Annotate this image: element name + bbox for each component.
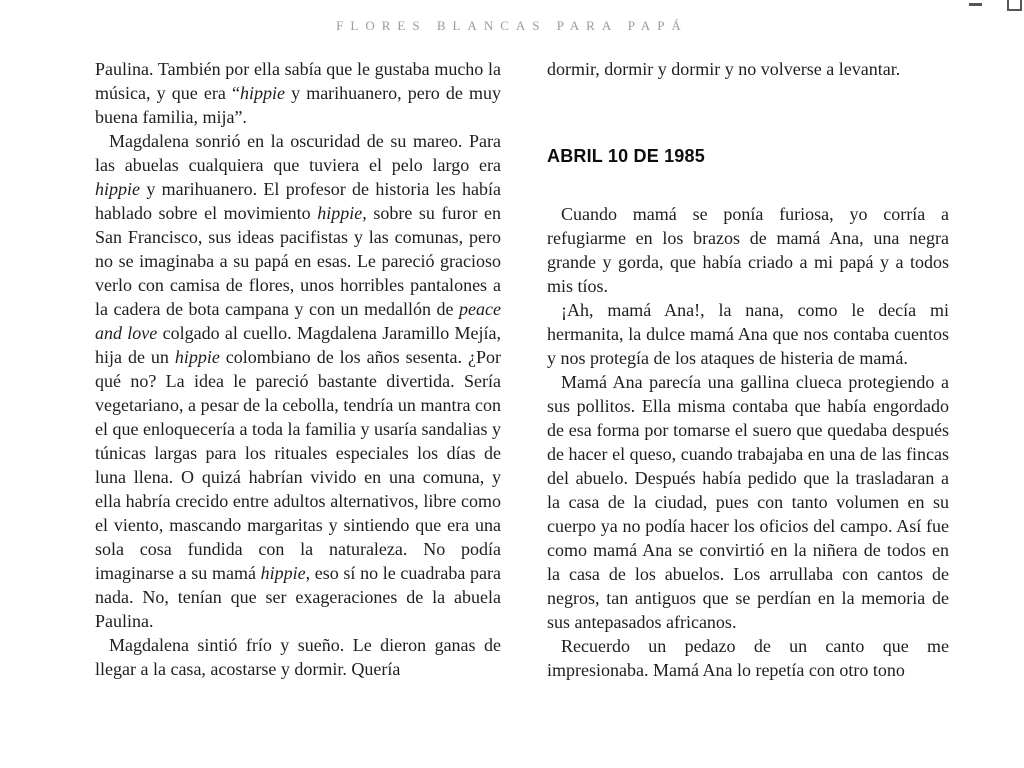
paragraph: dormir, dormir y dormir y no volverse a levantar.: [547, 59, 901, 79]
right-text-column: [547, 57, 949, 682]
chapter-heading: ABRIL 10 DE 1985: [547, 146, 705, 166]
paragraph: Magdalena sonrió en la oscuridad de su mareo. Para las abuelas cualquiera que tuviera el pelo largo era hippie y marihuanero. El profesor de historia les había hablado sobre el movimiento hippie, sobre su furor en San Francisco, sus ideas pacifistas y las comunas, pero no se imaginaba a su papá en esas. Le pareció gracioso verlo con camisa de flores, unos horribles pantalones a la cadera de bota campana y con un medallón de peace and love colgado al cuello. Magdalena Jaramillo Mejía, hija de un hippie colombiano de los años sesenta. ¿Por qué no? La idea le pareció bastante divertida. Sería vegetariano, a pesar de la cebolla, tendría un mantra con el que enloquecería a toda la familia y usaría sandalias y túnicas largas para los rituales especiales los días de luna llena. O quizá habrían vivido en una comuna, y ella habría crecido entre adultos alternativos, libre como el viento, mascando margaritas y sintiendo que era una sola cosa fundida con la naturaleza. No podía imaginarse a su mamá hippie, eso sí no le cuadraba para nada. No, tenían que ser exageraciones de la abuela Paulina.: [95, 131, 502, 631]
paragraph: Recuerdo un pedazo de un canto que me impresionaba. Mamá Ana lo repetía con otro tono: [547, 636, 949, 680]
left-text-column: [95, 57, 501, 681]
running-header-title: FLORES BLANCAS PARA PAPÁ: [336, 18, 688, 33]
paragraph: Mamá Ana parecía una gallina clueca protegiendo a sus pollitos. Ella misma contaba que había engordado de esa forma por tomarse el suero que quedaba después de hacer el queso, cuando trabajaba en una de las fincas del abuelo. Después había pedido que la trasladaran a la casa de la ciudad, pues con tanto volumen en su cuerpo ya no podía hacer los oficios del campo. Así fue como mamá Ana se convirtió en la niñera de todos en la casa de los abuelos. Los arrullaba con cantos de negros, tan antiguos que se perdían en la memoria de sus antepasados africanos.: [547, 372, 949, 632]
paragraph: Paulina. También por ella sabía que le gustaba mucho la música, y que era “hippie y marihuanero, pero de muy buena familia, mija”.: [95, 59, 501, 127]
maximize-icon[interactable]: [1007, 0, 1022, 11]
minimize-icon[interactable]: [969, 3, 982, 6]
paragraph: ¡Ah, mamá Ana!, la nana, como le decía mi hermanita, la dulce mamá Ana que nos contaba cuentos y nos protegía de los ataques de histeria de mamá.: [547, 300, 949, 368]
paragraph: Magdalena sintió frío y sueño. Le dieron ganas de llegar a la casa, acostarse y dormir. Quería: [95, 635, 501, 679]
paragraph: Cuando mamá se ponía furiosa, yo corría a refugiarme en los brazos de mamá Ana, una negra grande y gorda, que había criado a mi papá y a todos mis tíos.: [547, 204, 949, 296]
